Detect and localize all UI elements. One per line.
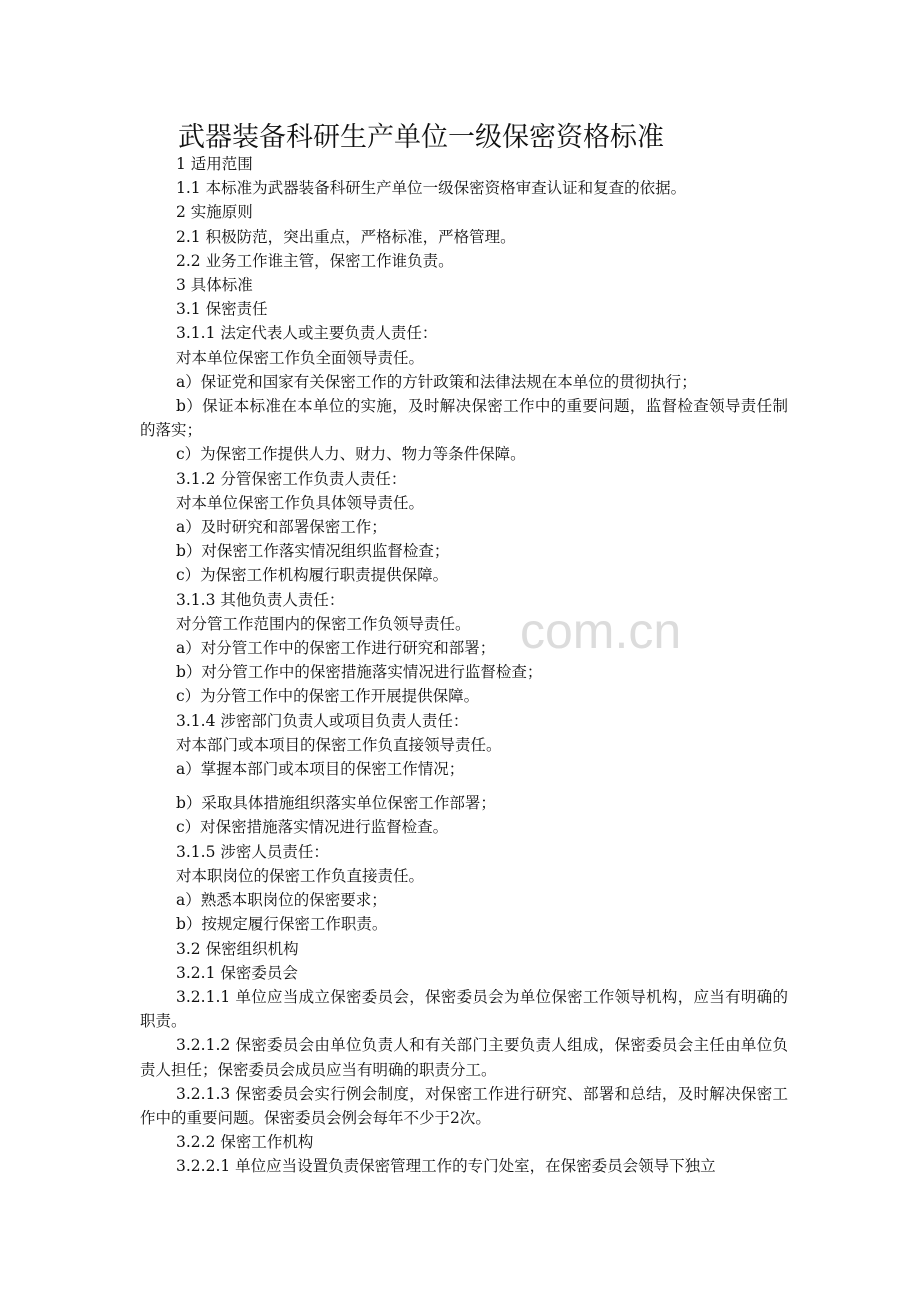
clause-heading: 3.1.2 分管保密工作负责人责任： bbox=[176, 469, 407, 488]
list-item: b）对分管工作中的保密措施落实情况进行监督检查； bbox=[176, 663, 543, 682]
clause-heading: 3.2.2 保密工作机构 bbox=[176, 1133, 314, 1152]
paragraph: 1.1 本标准为武器装备科研生产单位一级保密资格审查认证和复查的依据。 bbox=[176, 179, 687, 198]
list-item: a）掌握本部门或本项目的保密工作情况； bbox=[176, 760, 465, 779]
paragraph: 2.1 积极防范，突出重点，严格标准，严格管理。 bbox=[176, 227, 516, 246]
list-item: a）对分管工作中的保密工作进行研究和部署； bbox=[176, 639, 496, 658]
paragraph: 3.2.1.2 保密委员会由单位负责人和有关部门主要负责人组成，保密委员会主任由单位负责人担任；保密委员会成员应当有明确的职责分工。 bbox=[140, 1036, 788, 1079]
list-item: b）按规定履行保密工作职责。 bbox=[176, 915, 388, 934]
list-item: c）为分管工作中的保密工作开展提供保障。 bbox=[176, 687, 480, 706]
paragraph: 3.2.2.1 单位应当设置负责保密管理工作的专门处室，在保密委员会领导下独立 bbox=[176, 1157, 716, 1176]
paragraph: 对本单位保密工作负具体领导责任。 bbox=[176, 493, 425, 512]
list-item: a）保证党和国家有关保密工作的方针政策和法律法规在本单位的贯彻执行； bbox=[176, 372, 697, 391]
list-item: a）及时研究和部署保密工作； bbox=[176, 518, 387, 537]
list-item: a）熟悉本职岗位的保密要求； bbox=[176, 891, 387, 910]
subsection-heading: 3.2 保密组织机构 bbox=[176, 939, 299, 958]
paragraph: 3.2.1.3 保密委员会实行例会制度，对保密工作进行研究、部署和总结，及时解决保密工作中的重要问题。保密委员会例会每年不少于2次。 bbox=[140, 1084, 788, 1127]
paragraph: 对本职岗位的保密工作负直接责任。 bbox=[176, 866, 425, 885]
section-heading: 1 适用范围 bbox=[176, 155, 253, 173]
watermark: com.cn bbox=[520, 603, 682, 659]
clause-heading: 3.1.3 其他负责人责任： bbox=[176, 590, 345, 609]
list-item: c）为保密工作机构履行职责提供保障。 bbox=[176, 566, 449, 585]
list-item: b）采取具体措施组织落实单位保密工作部署； bbox=[176, 794, 496, 813]
section-heading: 3 具体标准 bbox=[176, 276, 253, 295]
paragraph: 对本部门或本项目的保密工作负直接领导责任。 bbox=[176, 735, 502, 754]
clause-heading: 3.1.4 涉密部门负责人或项目负责人责任： bbox=[176, 711, 469, 730]
clause-heading: 3.1.1 法定代表人或主要负责人责任： bbox=[176, 324, 438, 343]
clause-heading: 3.2.1 保密委员会 bbox=[176, 963, 298, 982]
subsection-heading: 3.1 保密责任 bbox=[176, 300, 268, 319]
list-item: b）对保密工作落实情况组织监督检查； bbox=[176, 542, 450, 561]
paragraph: 对本单位保密工作负全面领导责任。 bbox=[176, 348, 425, 367]
document-title: 武器装备科研生产单位一级保密资格标准 bbox=[178, 122, 664, 153]
section-heading: 2 实施原则 bbox=[176, 203, 253, 222]
list-item: b）保证本标准在本单位的实施，及时解决保密工作中的重要问题，监督检查领导责任制的落实； bbox=[140, 397, 788, 440]
document-body bbox=[140, 152, 788, 1179]
paragraph: 2.2 业务工作谁主管，保密工作谁负责。 bbox=[176, 251, 454, 270]
paragraph: 对分管工作范围内的保密工作负领导责任。 bbox=[176, 614, 471, 633]
list-item: c）对保密措施落实情况进行监督检查。 bbox=[176, 818, 449, 837]
clause-heading: 3.1.5 涉密人员责任： bbox=[176, 842, 329, 861]
list-item: c）为保密工作提供人力、财力、物力等条件保障。 bbox=[176, 445, 526, 464]
paragraph: 3.2.1.1 单位应当成立保密委员会，保密委员会为单位保密工作领导机构，应当有明确的职责。 bbox=[140, 987, 788, 1031]
